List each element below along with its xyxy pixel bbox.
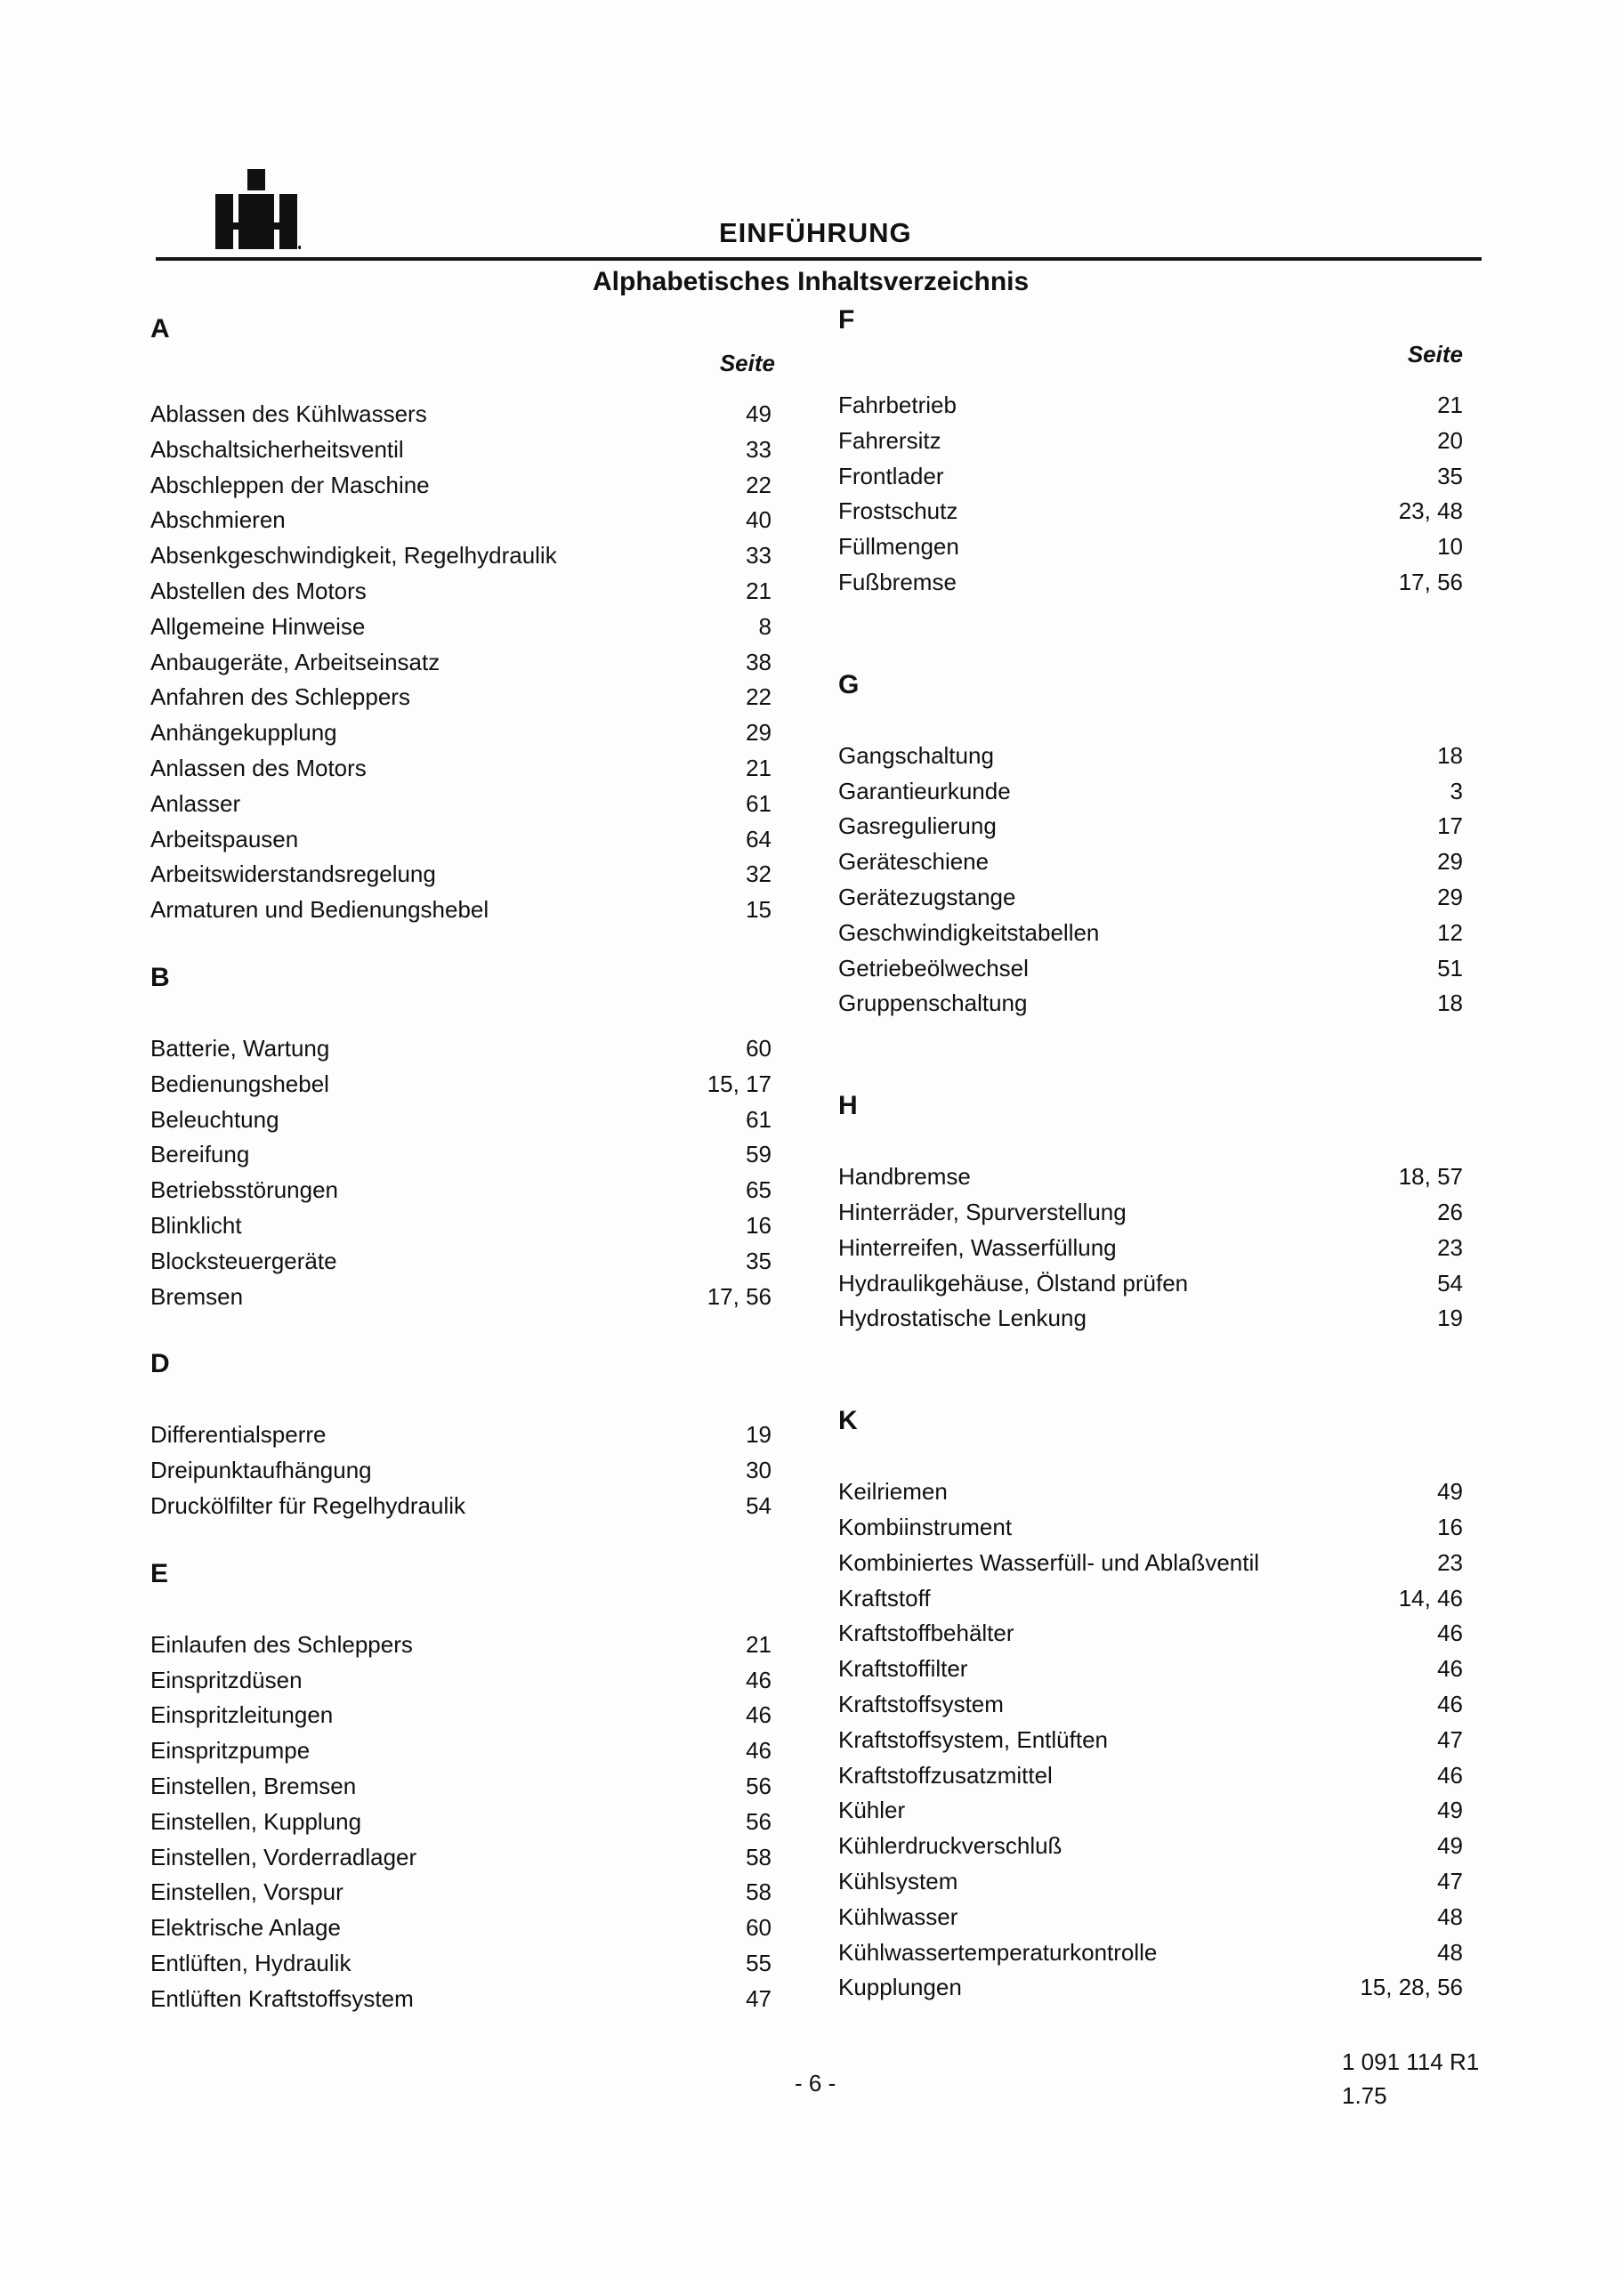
entry-label: Druckölfilter für Regelhydraulik [150,1491,466,1519]
page-heading: EINFÜHRUNG [719,217,912,248]
entry-label: Kühlsystem [838,1867,958,1894]
entry-page: 49 [746,400,772,427]
section-letter: A [150,314,170,343]
entry-page: 18 [1437,741,1463,769]
entry-page: 47 [746,1984,772,2012]
entry-label: Abschmieren [150,506,286,534]
entry-page: 16 [1437,1513,1463,1540]
entry-page: 20 [1437,426,1463,454]
index-entry [838,1864,1466,1900]
entry-label: Anlasser [150,789,241,817]
entry-page: 64 [746,825,772,852]
index-entry [150,1173,772,1208]
entry-label: Anbaugeräte, Arbeitseinsatz [150,648,440,675]
index-entry [838,459,1466,495]
index-entry [150,1418,772,1453]
index-entry [150,397,772,432]
index-entry [838,1474,1466,1510]
entry-label: Garantieurkunde [838,777,1011,804]
entry-label: Handbremse [838,1163,971,1191]
entry-label: Ablassen des Kühlwassers [150,400,427,427]
index-entry [150,1769,772,1805]
entry-label: Arbeitswiderstandsregelung [150,860,436,888]
index-entry [838,916,1466,951]
index-entry [150,645,772,681]
entry-label: Kühler [838,1797,906,1824]
entry-page: 58 [746,1878,772,1906]
index-entry [150,1982,772,2017]
index-entry [838,1829,1466,1864]
entry-label: Anfahren des Schleppers [150,683,410,711]
index-entry [838,1546,1466,1581]
section-letter: E [150,1558,169,1588]
index-column-right [838,303,1466,2006]
index-entry [150,1875,772,1910]
index-entry [150,610,772,645]
entry-page: 54 [1437,1269,1463,1297]
entry-label: Batterie, Wartung [150,1034,330,1062]
entry-label: Hinterreifen, Wasserfüllung [838,1233,1117,1261]
entry-label: Einspritzdüsen [150,1666,303,1693]
entry-page: 65 [746,1176,772,1204]
index-entry [150,1805,772,1840]
index-entry [838,494,1466,529]
index-entry [838,1652,1466,1687]
document-date: 1.75 [1342,2082,1387,2109]
entry-page: 35 [746,1247,772,1274]
entry-page: 10 [1437,533,1463,561]
entry-page: 12 [1437,918,1463,946]
entry-page: 60 [746,1914,772,1942]
entry-page: 17 [1437,812,1463,840]
entry-page: 29 [746,719,772,747]
index-entry [150,1137,772,1173]
document-code-block [1342,2045,1479,2112]
index-entry [150,1910,772,1946]
entry-label: Kupplungen [838,1974,962,2001]
index-entry [838,1510,1466,1546]
index-entry [150,1698,772,1733]
entry-label: Geschwindigkeitstabellen [838,918,1100,946]
entry-label: Armaturen und Bedienungshebel [150,896,489,924]
entry-label: Bremsen [150,1282,244,1310]
index-entry [838,1301,1466,1337]
entry-page: 29 [1437,883,1463,910]
index-entry [838,1687,1466,1723]
entry-page: 26 [1437,1198,1463,1225]
entry-page: 46 [1437,1620,1463,1647]
entry-page: 22 [746,471,772,498]
index-entry [838,1758,1466,1794]
index-entry [838,951,1466,987]
ih-logo [212,169,301,251]
entry-page: 29 [1437,848,1463,876]
entry-label: Differentialsperre [150,1421,327,1449]
index-entry [838,1970,1466,2006]
section-letter: K [838,1406,858,1436]
index-entry [150,1280,772,1315]
index-entry [838,774,1466,810]
index-entry [150,1208,772,1244]
entry-label: Kraftstoffsystem, Entlüften [838,1725,1108,1753]
entry-label: Bereifung [150,1141,250,1168]
entry-label: Absenkgeschwindigkeit, Regelhydraulik [150,542,557,570]
entry-page: 51 [1437,954,1463,981]
index-entry [838,529,1466,565]
entry-label: Einstellen, Kupplung [150,1807,362,1835]
index-entry [838,880,1466,916]
entry-page: 35 [1437,462,1463,489]
index-entry [150,680,772,715]
entry-label: Fahrersitz [838,426,941,454]
index-entry [838,844,1466,880]
index-entry [150,1733,772,1769]
index-entry [838,388,1466,424]
entry-page: 46 [1437,1690,1463,1717]
section-letter: F [838,305,855,335]
entry-label: Hydrostatische Lenkung [838,1305,1087,1332]
entry-label: Kühlerdruckverschluß [838,1832,1062,1860]
entry-label: Kombiinstrument [838,1513,1013,1540]
entry-page: 23 [1437,1548,1463,1576]
entry-page: 18, 57 [1398,1163,1463,1191]
entry-page: 16 [746,1211,772,1239]
entry-label: Frostschutz [838,497,958,525]
section-letter: B [150,962,170,992]
entry-page: 59 [746,1141,772,1168]
entry-page: 19 [746,1421,772,1449]
entry-page: 38 [746,648,772,675]
entry-label: Anlassen des Motors [150,754,367,781]
index-entry [150,1067,772,1103]
index-entry [150,1840,772,1876]
index-entry [150,503,772,538]
entry-label: Kraftstoffsystem [838,1690,1004,1717]
entry-page: 48 [1437,1902,1463,1930]
entry-page: 3 [1450,777,1463,804]
header-rule [156,257,1482,261]
entry-label: Einspritzleitungen [150,1701,334,1729]
entry-label: Kühlwassertemperaturkontrolle [838,1938,1158,1966]
entry-page: 56 [746,1772,772,1799]
entry-page: 15, 17 [707,1070,772,1097]
entry-page: 15 [746,896,772,924]
index-entry [838,1793,1466,1829]
entry-label: Beleuchtung [150,1105,279,1133]
entry-page: 46 [1437,1655,1463,1683]
index-entry [838,1935,1466,1971]
entry-page: 23, 48 [1398,497,1463,525]
entry-page: 61 [746,789,772,817]
index-entry [838,1231,1466,1266]
seite-label: Seite [719,350,775,376]
entry-label: Gangschaltung [838,741,994,769]
entry-label: Gasregulierung [838,812,997,840]
index-title: Alphabetisches Inhaltsverzeichnis [593,267,1030,296]
index-entry [150,1489,772,1524]
entry-label: Bedienungshebel [150,1070,329,1097]
entry-page: 21 [1437,392,1463,418]
section-letter: H [838,1091,858,1121]
entry-label: Blocksteuergeräte [150,1247,337,1274]
entry-label: Kraftstoffbehälter [838,1620,1014,1647]
index-entry [150,893,772,928]
index-entry [150,1946,772,1982]
entry-label: Entlüften Kraftstoffsystem [150,1984,414,2012]
index-entry [150,715,772,751]
entry-label: Frontlader [838,462,944,489]
index-entry [150,1628,772,1663]
entry-label: Entlüften, Hydraulik [150,1949,351,1976]
entry-label: Einlaufen des Schleppers [150,1630,413,1658]
entry-page: 21 [746,577,772,604]
entry-page: 48 [1437,1938,1463,1966]
index-entry [150,787,772,822]
index-entry [838,1195,1466,1231]
entry-label: Blinklicht [150,1211,242,1239]
entry-page: 47 [1437,1867,1463,1894]
entry-page: 30 [746,1457,772,1484]
entry-label: Abstellen des Motors [150,577,367,604]
entry-label: Getriebeölwechsel [838,954,1029,981]
seite-label: Seite [1407,341,1463,368]
entry-label: Gerätezugstange [838,883,1016,910]
entry-page: 60 [746,1034,772,1062]
entry-label: Kombiniertes Wasserfüll- und Ablaßventil [838,1548,1260,1576]
index-entry [150,1031,772,1067]
entry-page: 58 [746,1843,772,1870]
index-entry [838,986,1466,1022]
index-entry [150,432,772,468]
entry-page: 49 [1437,1832,1463,1860]
entry-page: 23 [1437,1233,1463,1261]
entry-label: Elektrische Anlage [150,1914,341,1942]
index-entry [150,1663,772,1699]
index-entry [838,1266,1466,1302]
index-entry [838,809,1466,844]
entry-page: 17, 56 [1398,568,1463,595]
entry-label: Abschleppen der Maschine [150,471,430,498]
entry-page: 15, 28, 56 [1360,1974,1463,2001]
index-entry [150,574,772,610]
entry-label: Betriebsstörungen [150,1176,339,1204]
entry-page: 19 [1437,1305,1463,1332]
entry-label: Einstellen, Vorspur [150,1878,343,1906]
index-entry [838,1723,1466,1758]
entry-page: 46 [746,1701,772,1729]
entry-label: Hydraulikgehäuse, Ölstand prüfen [838,1269,1189,1297]
section-letter: G [838,669,860,699]
index-entry [150,822,772,858]
index-entry [838,1581,1466,1617]
entry-label: Keilriemen [838,1478,948,1506]
entry-page: 49 [1437,1478,1463,1506]
entry-page: 14, 46 [1398,1584,1463,1612]
entry-page: 55 [746,1949,772,1976]
entry-label: Einstellen, Bremsen [150,1772,357,1799]
index-entry [150,1244,772,1280]
entry-label: Kühlwasser [838,1902,958,1930]
entry-page: 33 [746,542,772,570]
entry-label: Gruppenschaltung [838,990,1028,1017]
entry-page: 46 [746,1666,772,1693]
entry-page: 32 [746,860,772,888]
index-entry [150,538,772,574]
entry-label: Hinterräder, Spurverstellung [838,1198,1127,1225]
entry-page: 46 [1437,1761,1463,1789]
entry-label: Abschaltsicherheitsventil [150,435,404,463]
index-column-left [150,311,791,2016]
entry-page: 61 [746,1105,772,1133]
entry-label: Kraftstoff [838,1584,931,1612]
index-entry [838,424,1466,459]
entry-page: 33 [746,435,772,463]
entry-page: 54 [746,1491,772,1519]
entry-page: 49 [1437,1797,1463,1824]
section-letter: D [150,1349,170,1379]
entry-label: Anhängekupplung [150,719,337,747]
entry-page: 40 [746,506,772,534]
entry-page: 47 [1437,1725,1463,1753]
entry-label: Kraftstoffzusatzmittel [838,1761,1053,1789]
index-entry [838,1616,1466,1652]
index-entry [838,739,1466,774]
entry-label: Arbeitspausen [150,825,299,852]
entry-page: 8 [758,612,772,640]
entry-label: Füllmengen [838,533,959,561]
entry-label: Fahrbetrieb [838,392,957,418]
index-entry [838,565,1466,601]
entry-page: 21 [746,754,772,781]
document-code: 1 091 114 R1 [1342,2048,1480,2075]
entry-page: 46 [746,1737,772,1765]
index-entry [150,1103,772,1138]
entry-page: 22 [746,683,772,711]
entry-label: Einstellen, Vorderradlager [150,1843,417,1870]
entry-page: 18 [1437,990,1463,1017]
entry-label: Fußbremse [838,568,957,595]
index-entry [150,751,772,787]
entry-page: 17, 56 [707,1282,772,1310]
index-entry [838,1900,1466,1935]
page-number: - 6 - [795,2070,836,2096]
entry-label: Einspritzpumpe [150,1737,311,1765]
entry-label: Dreipunktaufhängung [150,1457,372,1484]
entry-page: 21 [746,1630,772,1658]
entry-label: Geräteschiene [838,848,990,876]
entry-label: Allgemeine Hinweise [150,612,366,640]
index-entry [150,468,772,504]
entry-label: Kraftstoffilter [838,1655,968,1683]
index-entry [150,857,772,893]
index-entry [838,1159,1466,1195]
index-entry [150,1453,772,1489]
entry-page: 56 [746,1807,772,1835]
